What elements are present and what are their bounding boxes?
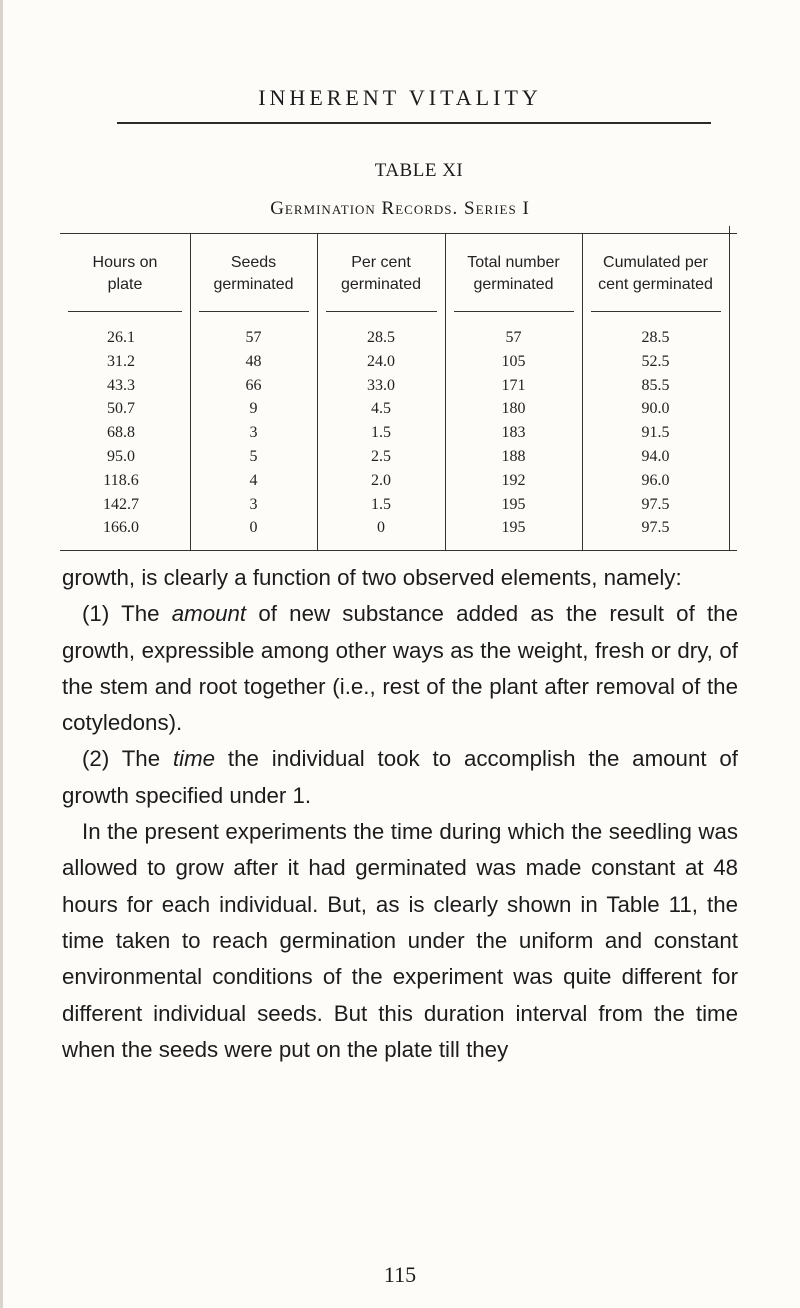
paragraph-text: the individual took to accomplish the amount of growth specified under 1. — [62, 746, 738, 808]
column-cells — [190, 326, 317, 540]
page-number: 115 — [383, 1262, 417, 1287]
table-cell: 3 — [249, 424, 258, 442]
table-cell: 180 — [501, 400, 526, 418]
table-cell: 171 — [501, 376, 526, 394]
column-header: Seeds germinated — [213, 254, 294, 293]
table-cell: 2.0 — [371, 471, 391, 489]
table-cell: 28.5 — [367, 329, 395, 346]
table-cell: 28.5 — [641, 329, 670, 346]
column-cells — [582, 326, 729, 540]
table-cell: 94.0 — [641, 447, 670, 465]
table-cell: 4 — [249, 471, 258, 489]
table-cell: 142.7 — [103, 495, 139, 513]
table-cell: 183 — [501, 424, 526, 442]
table-caption: Germination Records. Series I — [270, 198, 530, 219]
body-text — [62, 560, 738, 1068]
table-cell: 97.5 — [641, 519, 670, 537]
table-cell: 91.5 — [641, 424, 670, 442]
table-cell: 4.5 — [371, 400, 391, 418]
table-cell: 5 — [249, 447, 258, 465]
table-cell: 195 — [501, 495, 526, 513]
table-cell: 57 — [245, 329, 262, 346]
column-header: Total number germinated — [467, 254, 560, 293]
table-cell: 192 — [501, 471, 526, 489]
table-cell: 2.5 — [371, 447, 391, 465]
column-header: Cumulated per cent germinated — [598, 254, 713, 293]
table-cell: 57 — [505, 329, 522, 346]
table-cell: 85.5 — [641, 376, 670, 394]
column-cumulated-per-cent — [582, 234, 729, 550]
table-cell: 66 — [245, 376, 262, 394]
paragraph — [62, 596, 738, 741]
column-seeds-germinated — [190, 234, 317, 550]
table-label: TABLE XI — [374, 160, 464, 181]
column-cells — [56, 326, 186, 540]
table-cell: 195 — [501, 519, 526, 537]
table-cell: 52.5 — [641, 352, 670, 370]
table-cell: 48 — [245, 352, 262, 370]
table-cell: 43.3 — [107, 376, 135, 394]
table-cell: 1.5 — [371, 495, 391, 513]
header-rule — [117, 122, 711, 124]
table-cell: 97.5 — [641, 495, 670, 513]
table-cell: 96.0 — [641, 471, 670, 489]
running-head: INHERENT VITALITY — [258, 85, 542, 110]
table-cell: 9 — [249, 400, 258, 418]
paragraph-number: (2) The — [82, 746, 173, 772]
table-cell: 33.0 — [367, 376, 395, 394]
page-edge — [0, 0, 3, 1308]
paragraph-text: of new substance added as the result of the growth, expressible among other ways as the weight, fresh or dry, of the stem and root together (i.e., rest of the plant after removal of the cotyledons). — [62, 601, 738, 736]
table-cell: 0 — [377, 519, 385, 537]
paragraph-number: (1) The — [82, 601, 172, 627]
table-cell: 50.7 — [107, 400, 135, 418]
germination-table — [60, 233, 737, 551]
table-cell: 166.0 — [103, 519, 139, 537]
table-cell: 0 — [249, 519, 258, 537]
paragraph: growth, is clearly a function of two observed elements, namely: — [62, 565, 682, 590]
column-hours-on-plate — [60, 234, 190, 550]
table-cell: 95.0 — [107, 447, 135, 465]
column-cells — [317, 326, 445, 540]
table-cell: 90.0 — [641, 400, 670, 418]
emphasis: time — [172, 746, 216, 772]
table-cell: 24.0 — [367, 352, 395, 370]
emphasis: amount — [171, 601, 247, 627]
table-cell: 1.5 — [371, 424, 391, 442]
table-cell: 68.8 — [107, 424, 135, 442]
column-per-cent-germinated — [317, 234, 445, 550]
table-cell: 26.1 — [107, 329, 135, 346]
table-cell: 118.6 — [103, 471, 139, 489]
table-cell: 3 — [249, 495, 258, 513]
column-cells — [445, 326, 582, 540]
table-cell: 31.2 — [107, 352, 135, 370]
column-header: Per cent germinated — [340, 254, 422, 293]
table-cell: 188 — [501, 447, 526, 465]
paragraph — [62, 741, 738, 814]
column-divider — [729, 226, 730, 550]
column-total-number-germinated — [445, 234, 582, 550]
column-header: Hours on plate — [92, 254, 158, 293]
table-cell: 105 — [501, 352, 526, 370]
paragraph: In the present experiments the time during which the seedling was allowed to grow after it had germinated was made constant at 48 hours for each individual. But, as is clearly shown in Table 11, the time taken to reach germination under the uniform and constant environmental conditions of the experiment was quite different for different individual seeds. But this duration interval from the time when the seeds were put on the plate till they — [62, 819, 738, 1062]
